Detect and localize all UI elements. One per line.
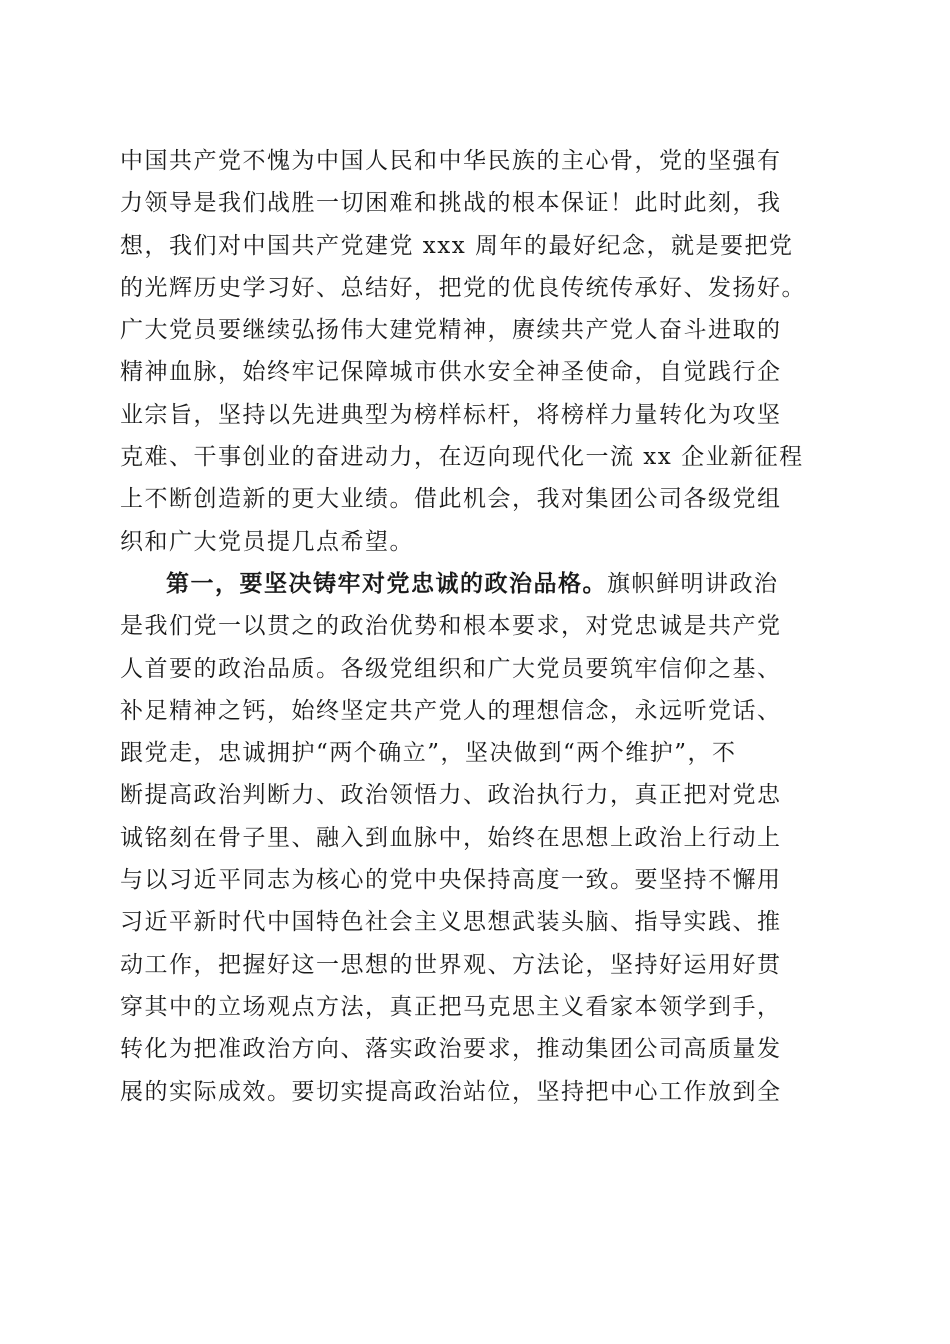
text-line-first — [120, 563, 830, 605]
text-line: 补足精神之钙，始终坚定共产党人的理想信念，永远听党话、 — [120, 697, 782, 724]
text-line: 诚铭刻在骨子里、融入到血脉中，始终在思想上政治上行动上 — [120, 824, 782, 851]
text-line: 跟党走，忠诚拥护“两个确立”，坚决做到“两个维护”，不 — [120, 740, 737, 767]
text-line: 织和广大党员提几点希望。 — [120, 528, 414, 555]
text-line: 断提高政治判断力、政治领悟力、政治执行力，真正把对党忠 — [120, 782, 782, 809]
text-line: 与以习近平同志为核心的党中央保持高度一致。要坚持不懈用 — [120, 867, 782, 894]
text-line: 想，我们对中国共产党建党 xxx 周年的最好纪念，就是要把党 — [120, 232, 794, 259]
text-line: 穿其中的立场观点方法，真正把马克思主义看家本领学到手， — [120, 993, 782, 1020]
text-line: 力领导是我们战胜一切困难和挑战的根本保证！此时此刻，我 — [120, 190, 782, 217]
text-line: 人首要的政治品质。各级党组织和广大党员要筑牢信仰之基、 — [120, 655, 782, 682]
text-line: 动工作，把握好这一思想的世界观、方法论，坚持好运用好贯 — [120, 951, 782, 978]
text-line: 展的实际成效。要切实提高政治站位，坚持把中心工作放到全 — [120, 1078, 782, 1105]
text-line: 上不断创造新的更大业绩。借此机会，我对集团公司各级党组 — [120, 486, 782, 513]
text-line: 广大党员要继续弘扬伟大建党精神，赓续共产党人奋斗进取的 — [120, 317, 782, 344]
text-line: 业宗旨，坚持以先进典型为榜样标杆，将榜样力量转化为攻坚 — [120, 401, 782, 428]
text-line: 习近平新时代中国特色社会主义思想武装头脑、指导实践、推 — [120, 909, 782, 936]
paragraph-intro — [120, 140, 830, 563]
text-line: 克难、干事创业的奋进动力，在迈向现代化一流 xx 企业新征程 — [120, 444, 804, 471]
paragraph-first-point — [120, 563, 830, 1113]
heading-continuation: 旗帜鲜明讲政治 — [607, 570, 779, 597]
text-line: 精神血脉，始终牢记保障城市供水安全神圣使命，自觉践行企 — [120, 359, 782, 386]
section-heading: 第一，要坚决铸牢对党忠诚的政治品格。 — [166, 569, 607, 597]
text-line: 的光辉历史学习好、总结好，把党的优良传统传承好、发扬好。 — [120, 274, 806, 301]
document-page — [120, 140, 830, 1113]
text-line: 是我们党一以贯之的政治优势和根本要求，对党忠诚是共产党 — [120, 613, 782, 640]
text-line: 转化为把准政治方向、落实政治要求，推动集团公司高质量发 — [120, 1036, 782, 1063]
text-line: 中国共产党不愧为中国人民和中华民族的主心骨，党的坚强有 — [120, 148, 782, 174]
